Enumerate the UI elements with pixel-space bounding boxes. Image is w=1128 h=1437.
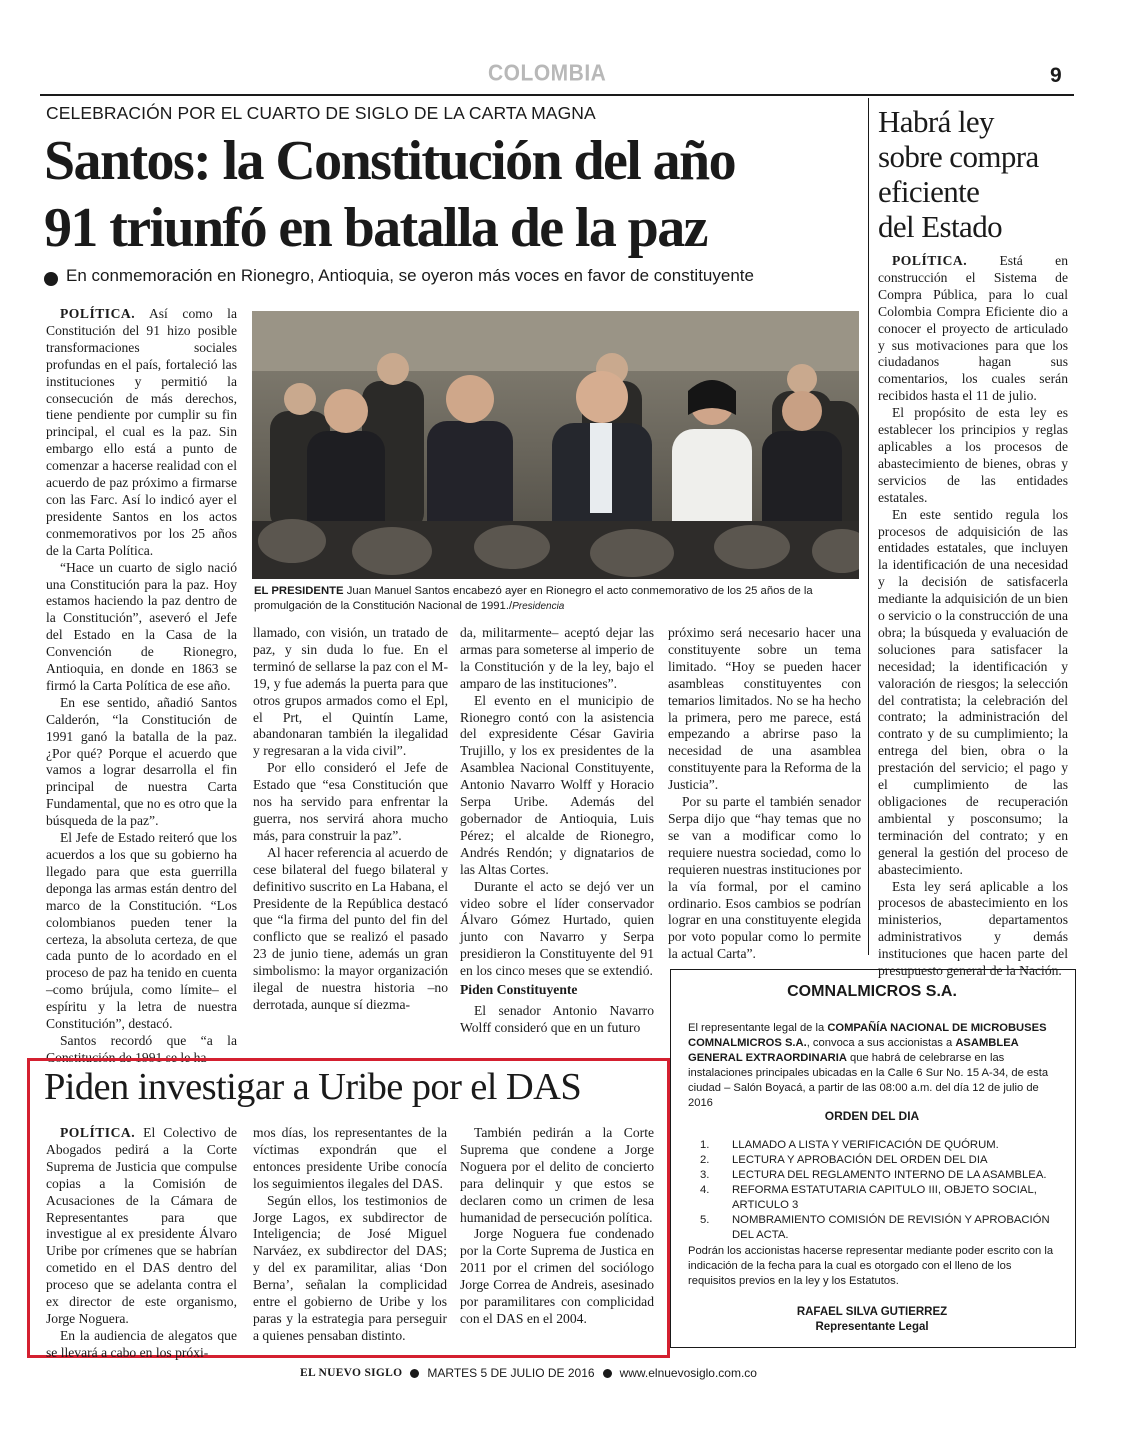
notice-footer-text: Podrán los accionistas hacerse representar mediante poder escrito con la indicación de la fecha para la cual es otorgado con el lleno de los requisitos previos en la ley y los Estatutos. <box>688 1245 1054 1287</box>
notice-assembly: ASAMBLEA GENERAL EXTRAORDINARIA <box>688 1037 1019 1064</box>
uribe-col1-p1: El Colectivo de Abogados pedirá a la Corte Suprema de Justicia que compulse copias a la Comisión de Acusaciones de la Cámara de Representantes para que investigue al ex presidente Álvaro Uribe por crímenes que se habrían cometido en el DAS dentro del proceso que se adelanta contra el ex director de este organismo, Jorge Noguera. <box>46 1125 237 1326</box>
header-rule <box>40 94 1074 96</box>
main-column-3 <box>460 625 654 1037</box>
notice-agenda-title: ORDEN DEL DIA <box>824 1109 920 1123</box>
uribe-headline: Piden investigar a Uribe por el DAS <box>44 1066 582 1108</box>
main-col1-p1: Así como la Constitución del 91 hizo posible transformaciones sociales profundas en el país, fortaleció las instituciones y permitió la consecución de más derechos, tiene pendiente por cumplir su fin principal, el cual es la paz. Sin embargo ello está a punto de comenzar a hacerse realidad con el acuerdo de paz próximo a firmarse con las Farc. Así lo indicó ayer el presidente Santos en los actos conmemorativos por los 25 años de la Carta Política. <box>46 306 237 558</box>
main-col4-p2: Por su parte el también senador Serpa dijo que “hay temas que no se van a modificar como lo requiere nuestra sociedad, como lo requieren nuestras instituciones por la vía formal, por el camino ordinario. Esos cambios se podrían lograr en una constituyente elegida por voto popular como lo permite la actual Carta”. <box>668 794 861 962</box>
side-headline <box>878 104 1078 244</box>
notice-company: COMPAÑÍA NACIONAL DE MICROBUSES COMNALMICROS S.A. <box>688 1022 1047 1049</box>
main-col2-p3: Al hacer referencia al acuerdo de cese bilateral del fuego bilateral y definitivo suscrito en La Habana, el Presidente de la República destacó que “la firma del punto del fin del conflicto que se realizó el pasado 23 de junio tiene, además un gran simbolismo: la mayor organización ilegal de nuestra historia –no derrotada, aunque sí diezma- <box>253 844 448 1012</box>
main-column-4 <box>668 625 861 963</box>
main-col3-p4: El senador Antonio Navarro Wolff consideró que en un futuro <box>460 1002 654 1035</box>
notice-intro-a: El representante legal de la <box>688 1022 828 1034</box>
photo-caption-label: EL PRESIDENTE <box>254 585 344 597</box>
photo-caption <box>254 584 854 614</box>
agenda-item: 1. LLAMADO A LISTA Y VERIFICACIÓN DE QUÓRUM. <box>700 1139 999 1151</box>
main-col3-p1: da, militarmente– aceptó dejar las armas para someterse al imperio de la Constitución y de la ley, bajo el amparo de las instituciones”. <box>460 625 654 691</box>
photo-illustration <box>252 311 859 579</box>
notice-signer: RAFAEL SILVA GUTIERREZ <box>796 1306 948 1318</box>
footer-url: www.elnuevosiglo.com.co <box>619 1366 757 1380</box>
notice-title: COMNALMICROS S.A. <box>787 983 957 1000</box>
deck-bullet-icon <box>44 272 58 286</box>
agenda-item: 2. LECTURA Y APROBACIÓN DEL ORDEN DEL DIA <box>700 1154 988 1166</box>
uribe-col1-p2: En la audiencia de alegatos que se llevará a cabo en los próxi- <box>46 1327 237 1360</box>
main-col3-p3: Durante el acto se dejó ver un video sobre el líder conservador Álvaro Gómez Hurtado, quien junto con Navarro y Serpa presidieron la Constituyente del 91 en los cinco meses que se extendió. <box>460 878 654 979</box>
main-col3-p2: El evento en el municipio de Rionegro contó con la asistencia del expresidente César Gaviria Trujillo, y los ex presidentes de la Asamblea Nacional Constituyente, Antonio Navarro Wolff y Horacio Serpa Uribe. Además del gobernador de Antioquia, Luis Pérez; el alcalde de Rionegro, Andrés Rendón; y dignatarios de las Altas Cortes. <box>460 692 654 877</box>
main-col1-p4: El Jefe de Estado reiteró que los acuerdos a los que su gobierno ha llegado para que esta guerrilla deponga las armas están dentro del marco de la Constitución. “Los colombianos pueden tener la certeza, la absoluta certeza, de que cada punto de lo acordado en el proceso de paz ha tenido en cuenta –como brújula, como límite– el espíritu y la letra de nuestra Constitución”, destacó. <box>46 830 237 1032</box>
footer-date: MARTES 5 DE JULIO DE 2016 <box>427 1366 595 1380</box>
main-headline-line1: Santos: la Constitución del año <box>44 130 735 192</box>
side-column <box>878 253 1068 980</box>
uribe-column-3 <box>460 1125 654 1328</box>
uribe-column-2 <box>253 1125 447 1345</box>
main-kicker: CELEBRACIÓN POR EL CUARTO DE SIGLO DE LA CARTA MAGNA <box>46 103 596 123</box>
main-column-2 <box>253 625 448 1014</box>
main-column-1 <box>46 306 237 1067</box>
agenda-item: 3. LECTURA DEL REGLAMENTO INTERNO DE LA ASAMBLEA. <box>700 1169 1047 1181</box>
main-col4-p1: próximo será necesario hacer una constituyente sobre un tema limitado. “Hoy se pueden hacer asambleas constituyentes con temarios limitados. No se ha hecho la primera, pero me parece, está empezando a abrirse paso la necesidad de una asamblea constituyente para la Reforma de la Justicia”. <box>668 625 861 793</box>
footer-paper-name: EL NUEVO SIGLO <box>300 1367 403 1379</box>
main-headline-line2: 91 triunfó en batalla de la paz <box>44 197 707 259</box>
uribe-col3-p1: También pedirán a la Corte Suprema que condene a Jorge Noguera por el delito de concierto para delinquir y que estos se declaren como un crimen de lesa humanidad de persecución política. <box>460 1125 654 1225</box>
side-headline-line2: sobre compra <box>878 139 1039 174</box>
notice-intro-c: , convoca a sus accionistas a <box>806 1037 956 1049</box>
notice-agenda-list <box>700 1138 1062 1243</box>
side-headline-line3: eficiente <box>878 174 980 209</box>
main-photo <box>252 311 859 579</box>
side-p2: El propósito de esta ley es establecer los principios y reglas aplicables a los procesos de abastecimiento de bienes, obras y servicios de las entidades estatales. <box>878 405 1068 505</box>
side-headline-line1: Habrá ley <box>878 104 994 139</box>
main-lead: POLÍTICA. <box>60 306 136 321</box>
main-col2-p2: Por ello consideró el Jefe de Estado que “esa Constitución que nos ha servido para enfrentar la guerra, nos servirá ahora mucho más, para construir la paz”. <box>253 760 448 843</box>
side-headline-line4: del Estado <box>878 209 1002 244</box>
side-p4: Esta ley será aplicable a los procesos de abastecimiento en los ministerios, departamentos administrativos y demás instituciones que hacen parte del presupuesto general de la Nación. <box>878 878 1068 979</box>
column-divider <box>868 98 869 955</box>
main-col2-p1: llamado, con visión, un tratado de paz, y sin duda lo fue. En el terminó de sellarse la paz con el M-19, y fue además la puerta para que otros grupos armados como el Epl, el Prt, el Quintín Lame, abandonaran también la ilegalidad y regresaran a la vida civil”. <box>253 625 448 759</box>
side-p3: En este sentido regula los procesos de adquisición de las entidades estatales, que incluyen la identificación de una necesidad y la decisión de satisfacerla mediante la adquisición de un bien o servicio o la construcción de una obra; la búsqueda y evaluación de soluciones para satisfacer la necesidad; la identificación y valoración de riesgos; la selección del contratista; la celebración del contrato; la administración del contrato y de su cumplimiento; la entrega del bien, obra o la prestación del servicio; el pago y el cumplimiento de las obligaciones de recuperación ambiental y posconsumo; la terminación del contrato; y en general la gestión del proceso de abastecimiento. <box>878 506 1068 877</box>
main-col1-p5: Santos recordó que “a la Constitución de 1991 se le ha <box>46 1032 237 1065</box>
side-p1: Está en construcción el Sistema de Compra Pública, para lo cual Colombia Compra Eficiente dio a conocer el proyecto de articulado y sus motivaciones para que los ciudadanos hagan sus comentarios, los cuales serán recibidos hasta el 11 de julio. <box>878 253 1068 404</box>
photo-caption-text: Juan Manuel Santos encabezó ayer en Rionegro el acto conmemorativo de los 25 años de la promulgación de la Constitución Nacional de 1991./ <box>254 585 813 612</box>
notice-intro-e: que habrá de celebrarse en las instalaciones principales ubicadas en la Calle 6 Sur No. 15 A-34, de esta ciudad – Salón Boyacá, a partir de las 08:00 a.m. del día 12 de julio de 2016 <box>688 1052 1049 1109</box>
footer-dot-icon <box>410 1369 419 1378</box>
notice-intro <box>688 1021 1058 1111</box>
notice-signer-role: Representante Legal <box>815 1321 929 1333</box>
uribe-col3-p2: Jorge Noguera fue condenado por la Corte Suprema de Justica en 2011 por el crimen del sociólogo Jorge Correa de Andreis, asesinado por paramilitares con complicidad con el DAS en el 2004. <box>460 1226 654 1326</box>
main-col1-p3: En ese sentido, añadió Santos Calderón, “la Constitución de 1991 ganó la batalla de la paz. ¿Por qué? Porque el acuerdo que vamos a lograr desarrolla el fin principal de nuestra Carta Fundamental, que no es otro que la búsqueda de la paz”. <box>46 694 237 829</box>
main-deck: En conmemoración en Rionegro, Antioquia, se oyeron más voces en favor de constituyente <box>66 266 754 285</box>
page-number: 9 <box>1050 64 1062 87</box>
main-col1-p2: “Hace un cuarto de siglo nació una Constitución para la paz. Hoy estamos haciendo la paz dentro de la Constitución”, aseveró el Jefe del Estado en la Casa de la Convención de Rionegro, Antioquia, en donde en 1863 se firmó la Carta Política de ese año. <box>46 559 237 693</box>
uribe-col2-p2: Según ellos, los testimonios de Jorge Lagos, ex subdirector de Inteligencia; de José Miguel Narváez, ex subdirector del DAS; y del ex paramilitar, alias ‘Don Berna’, señalan la complicidad entre el gobierno de Uribe y los paras y la estrategia para perseguir a quienes pensaban distinto. <box>253 1192 447 1343</box>
section-label: COLOMBIA <box>488 60 607 87</box>
main-col3-subhead: Piden Constituyente <box>460 982 578 998</box>
page-footer <box>300 1366 1080 1380</box>
photo-credit: Presidencia <box>512 601 565 612</box>
uribe-column-1 <box>46 1125 237 1362</box>
agenda-item: 5. NOMBRAMIENTO COMISIÓN DE REVISIÓN Y APROBACIÓN DEL ACTA. <box>700 1214 1050 1241</box>
uribe-lead: POLÍTICA. <box>60 1125 136 1140</box>
agenda-item: 4. REFORMA ESTATUTARIA CAPITULO III, OBJETO SOCIAL, ARTICULO 3 <box>700 1184 1037 1211</box>
footer-dot-icon <box>603 1369 612 1378</box>
side-lead: POLÍTICA. <box>892 253 968 268</box>
uribe-col2-p1: mos días, los representantes de la víctimas expondrán que el entonces presidente Uribe conocía los seguimientos ilegales del DAS. <box>253 1125 447 1191</box>
